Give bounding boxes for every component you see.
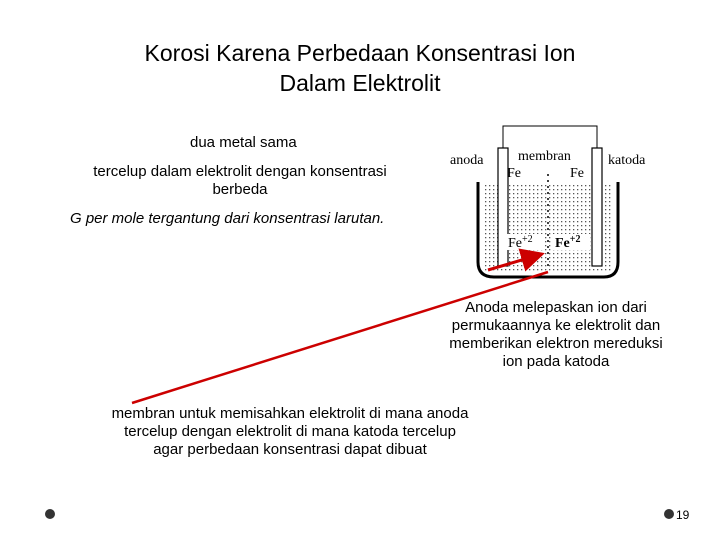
right-ion-label: $Fe^{+2}$ (555, 234, 581, 251)
cathode-label: katoda (608, 153, 646, 168)
callout-bottom-line-1: membran untuk memisahkan elektrolit di mana anoda (111, 405, 469, 422)
left-ion-label: $Fe^{+2}$ (508, 234, 533, 251)
right-metal-label: Fe (570, 166, 584, 181)
membrane-callout (60, 405, 520, 459)
callout-right-line-2: permukaannya ke elektrolit dan (451, 317, 661, 334)
anode-callout (420, 299, 692, 371)
footer-dot-left (45, 509, 55, 519)
footer-dot-right (664, 509, 674, 519)
bullet3-text: G per mole tergantung dari konsentrasi larutan. (70, 210, 385, 227)
bullet-same-metal: dua metal sama (190, 134, 297, 151)
bullet2-line-2: berbeda (212, 181, 268, 198)
page-number: 19 (676, 508, 690, 522)
title-line-2: Dalam Elektrolit (279, 70, 441, 96)
external-wire (503, 126, 597, 148)
callout-bottom-line-3: agar perbedaan konsentrasi dapat dibuat (153, 441, 427, 458)
callout-right-line-3: memberikan elektron mereduksi (449, 335, 663, 352)
anode-label: anoda (450, 153, 484, 168)
cathode-electrode (592, 148, 602, 266)
bullet2-line-1: tercelup dalam elektrolit dengan konsentrasi (93, 163, 387, 180)
left-metal-label: Fe (507, 166, 521, 181)
callout-bottom-line-2: tercelup dengan elektrolit di mana katoda tercelup (124, 423, 456, 440)
callout-right-line-4: ion pada katoda (502, 353, 610, 370)
callout-right-line-1: Anoda melepaskan ion dari (465, 299, 647, 316)
membrane-label: membran (518, 149, 571, 164)
title-line-1: Korosi Karena Perbedaan Konsentrasi Ion (144, 40, 576, 66)
